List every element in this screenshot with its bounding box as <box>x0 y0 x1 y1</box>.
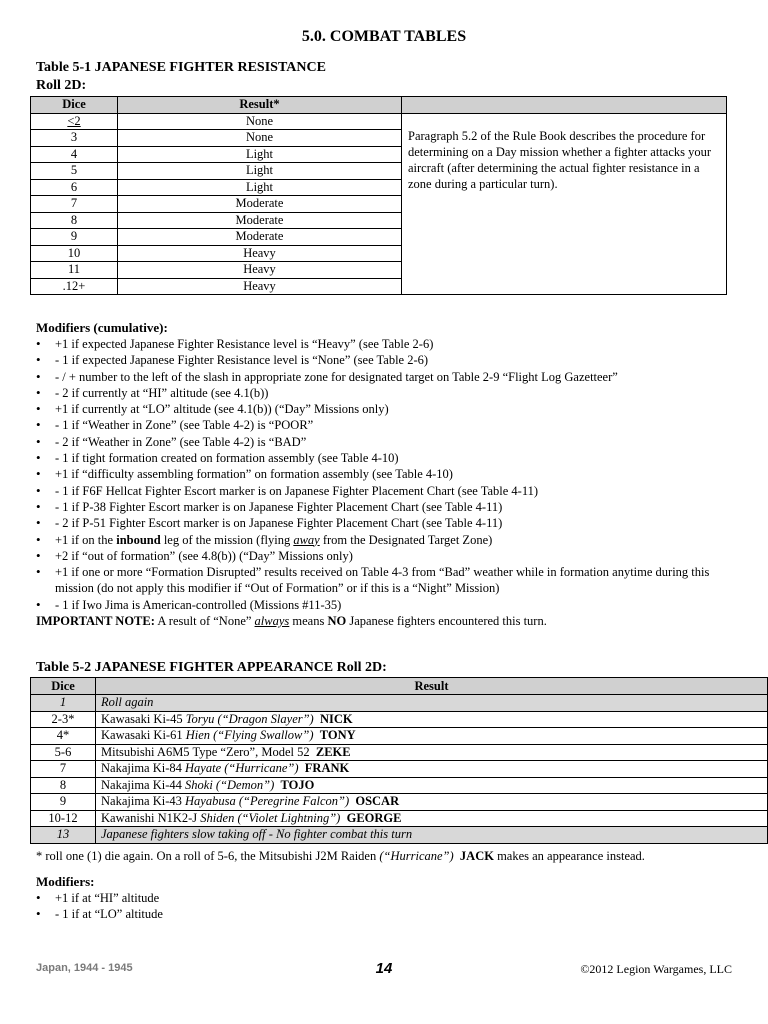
aircraft-maker: Nakajima Ki-43 <box>101 794 186 808</box>
modifier-item-inbound <box>36 532 736 548</box>
footnote-italic: (“Hurricane”) <box>379 849 454 863</box>
dice-cell: 4* <box>31 728 96 745</box>
dice-cell: 10 <box>31 245 118 262</box>
result-cell <box>96 777 768 794</box>
table-row <box>31 827 768 844</box>
table1-roll: Roll 2D: <box>36 78 87 93</box>
important-note-text3: Japanese fighters encountered this turn. <box>346 614 547 629</box>
footnote-after: makes an appearance instead. <box>493 849 645 863</box>
aircraft-maker: Kawanishi N1K2-J <box>101 810 201 825</box>
inbound-middle: leg of the mission (flying <box>160 532 294 547</box>
table-row <box>31 777 768 794</box>
dice-cell: 11 <box>31 262 118 279</box>
important-note-no: NO <box>327 614 347 629</box>
modifier-item: • +1 if one or more “Formation Disrupted” results received on Table 4-3 from “Bad” weather while in formation anytime during this mission (do not apply this modifier if “Out of Formation” or if this is a “Night” Mission) <box>36 564 736 597</box>
table-row <box>31 744 768 761</box>
result-cell: Moderate <box>118 229 402 246</box>
dice-cell: 1 <box>31 695 96 712</box>
fighter-resistance-table <box>30 96 727 295</box>
modifiers-list <box>36 336 736 613</box>
page-footer <box>36 960 732 980</box>
allied-codename: TOJO <box>280 777 315 792</box>
dice-cell: 13 <box>31 827 96 844</box>
modifier-item: • - 1 if “Weather in Zone” (see Table 4-2) is “POOR” <box>36 417 736 433</box>
modifiers2-list <box>36 890 163 923</box>
aircraft-name: Toryu (“Dragon Slayer”) <box>185 711 314 726</box>
dice-cell: 7 <box>31 761 96 778</box>
dice-cell: 4 <box>31 146 118 163</box>
page-number: 14 <box>375 960 393 977</box>
dice-cell: 8 <box>31 777 96 794</box>
table-row <box>31 728 768 745</box>
aircraft-name: Shiden (“Violet Lightning”) <box>200 810 341 825</box>
table-row <box>31 695 768 712</box>
important-note-always: always <box>254 614 290 629</box>
aircraft-name: Shoki (“Demon”) <box>185 777 275 792</box>
table2-footnote <box>36 848 756 864</box>
dice-cell: 10-12 <box>31 810 96 827</box>
modifiers-section <box>36 320 736 629</box>
allied-codename: TONY <box>319 728 356 742</box>
dice-cell: <2 <box>31 113 118 130</box>
allied-codename: NICK <box>319 711 353 726</box>
allied-codename: GEORGE <box>346 810 402 825</box>
dice-cell: 9 <box>31 794 96 811</box>
allied-codename: OSCAR <box>355 794 400 808</box>
result-cell: Light <box>118 179 402 196</box>
modifier-item: • - 1 if tight formation created on formation assembly (see Table 4-10) <box>36 450 736 466</box>
table2-header-dice: Dice <box>31 678 96 695</box>
fighter-appearance-table <box>30 677 768 844</box>
modifier-item: • - 2 if “Weather in Zone” (see Table 4-2) is “BAD” <box>36 434 736 450</box>
table1-header-result: Result* <box>118 97 402 114</box>
aircraft-name: Hien (“Flying Swallow”) <box>185 728 314 742</box>
table2-header-result: Result <box>96 678 768 695</box>
page-title: 5.0. COMBAT TABLES <box>301 28 467 45</box>
modifiers2-section <box>36 874 163 923</box>
dice-cell: 5-6 <box>31 744 96 761</box>
important-note-text1: A result of “None” <box>154 614 255 629</box>
table-row <box>31 761 768 778</box>
inbound-away: away <box>293 532 320 547</box>
footer-right: ©2012 Legion Wargames, LLC <box>580 962 732 976</box>
result-cell <box>96 711 768 728</box>
inbound-before: +1 if on the <box>55 532 117 547</box>
table-row <box>31 794 768 811</box>
dice-cell: 9 <box>31 229 118 246</box>
aircraft-maker: Kawasaki Ki-61 <box>101 728 186 742</box>
table2-body <box>31 695 768 844</box>
result-cell <box>96 794 768 811</box>
table1-header-dice: Dice <box>31 97 118 114</box>
allied-codename: ZEKE <box>315 744 351 759</box>
table1-header-blank <box>402 97 727 114</box>
aircraft-name: Japanese fighters slow taking off - No fighter combat this turn <box>101 827 413 841</box>
modifiers-heading: Modifiers (cumulative): <box>36 320 168 335</box>
table1-body <box>31 113 727 295</box>
result-cell: Heavy <box>118 262 402 279</box>
modifier-item: • - 1 if expected Japanese Fighter Resistance level is “None” (see Table 2-6) <box>36 352 736 368</box>
dice-cell: 8 <box>31 212 118 229</box>
table2-title: Table 5-2 JAPANESE FIGHTER APPEARANCE Roll 2D: <box>36 660 387 675</box>
result-cell <box>96 827 768 844</box>
table-row <box>31 810 768 827</box>
modifier-item: • - 2 if P-51 Fighter Escort marker is on Japanese Fighter Placement Chart (see Table 4-11) <box>36 515 736 531</box>
modifier-item: • +2 if “out of formation” (see 4.8(b)) (“Day” Missions only) <box>36 548 736 564</box>
footnote-bold: JACK <box>459 849 494 863</box>
dice-cell: 3 <box>31 130 118 147</box>
result-cell: Moderate <box>118 196 402 213</box>
table-row <box>31 113 727 130</box>
result-cell <box>96 810 768 827</box>
modifiers2-heading: Modifiers: <box>36 874 95 889</box>
dice-cell: .12+ <box>31 278 118 295</box>
aircraft-maker: Nakajima Ki-84 <box>101 761 186 775</box>
dice-cell: 6 <box>31 179 118 196</box>
result-cell: Light <box>118 146 402 163</box>
aircraft-name: Roll again <box>101 695 154 709</box>
modifier-item: • - 1 if at “LO” altitude <box>36 906 163 922</box>
result-cell <box>96 728 768 745</box>
modifier-item: • - / + number to the left of the slash in appropriate zone for designated target on Table 2-9 “Flight Log Gazetteer” <box>36 369 736 385</box>
table-row <box>31 711 768 728</box>
modifier-item: • +1 if at “HI” altitude <box>36 890 163 906</box>
allied-codename: FRANK <box>304 761 350 775</box>
result-cell: Heavy <box>118 245 402 262</box>
aircraft-maker: Mitsubishi A6M5 Type “Zero”, Model 52 <box>101 744 310 759</box>
inbound-bold: inbound <box>116 532 161 547</box>
inbound-after: from the Designated Target Zone) <box>319 532 493 547</box>
result-cell: None <box>118 113 402 130</box>
important-note <box>36 613 736 629</box>
aircraft-maker: Nakajima Ki-44 <box>101 777 186 792</box>
important-note-text2: means <box>289 614 328 629</box>
result-cell <box>96 695 768 712</box>
result-cell: Light <box>118 163 402 180</box>
result-cell: Moderate <box>118 212 402 229</box>
side-note: Paragraph 5.2 of the Rule Book describes the procedure for determining on a Day mission whether a fighter attacks your aircraft (after determining the actual fighter resistance in a zone during a particular turn). <box>402 113 727 295</box>
footer-left: Japan, 1944 - 1945 <box>36 962 133 974</box>
result-cell <box>96 744 768 761</box>
modifier-item: • - 1 if F6F Hellcat Fighter Escort marker is on Japanese Fighter Placement Chart (see Table 4-11) <box>36 483 736 499</box>
dice-cell: 7 <box>31 196 118 213</box>
result-cell: Heavy <box>118 278 402 295</box>
aircraft-maker: Kawasaki Ki-45 <box>101 711 186 726</box>
table1-title: Table 5-1 JAPANESE FIGHTER RESISTANCE <box>36 60 326 75</box>
important-note-label: IMPORTANT NOTE: <box>36 614 155 629</box>
modifier-item: • +1 if currently at “LO” altitude (see 4.1(b)) (“Day” Missions only) <box>36 401 736 417</box>
modifier-item: • +1 if expected Japanese Fighter Resistance level is “Heavy” (see Table 2-6) <box>36 336 736 352</box>
dice-cell: 5 <box>31 163 118 180</box>
result-cell: None <box>118 130 402 147</box>
modifier-item: • - 2 if currently at “HI” altitude (see 4.1(b)) <box>36 385 736 401</box>
footnote-plain: * roll one (1) die again. On a roll of 5-6, the Mitsubishi J2M Raiden <box>36 849 380 863</box>
modifier-item: • +1 if “difficulty assembling formation” on formation assembly (see Table 4-10) <box>36 466 736 482</box>
modifier-item: • - 1 if P-38 Fighter Escort marker is on Japanese Fighter Placement Chart (see Table 4-11) <box>36 499 736 515</box>
modifier-item: • - 1 if Iwo Jima is American-controlled (Missions #11-35) <box>36 597 736 613</box>
dice-cell: 2-3* <box>31 711 96 728</box>
aircraft-name: Hayabusa (“Peregrine Falcon”) <box>185 794 350 808</box>
result-cell <box>96 761 768 778</box>
document-page <box>36 0 732 1024</box>
aircraft-name: Hayate (“Hurricane”) <box>185 761 299 775</box>
